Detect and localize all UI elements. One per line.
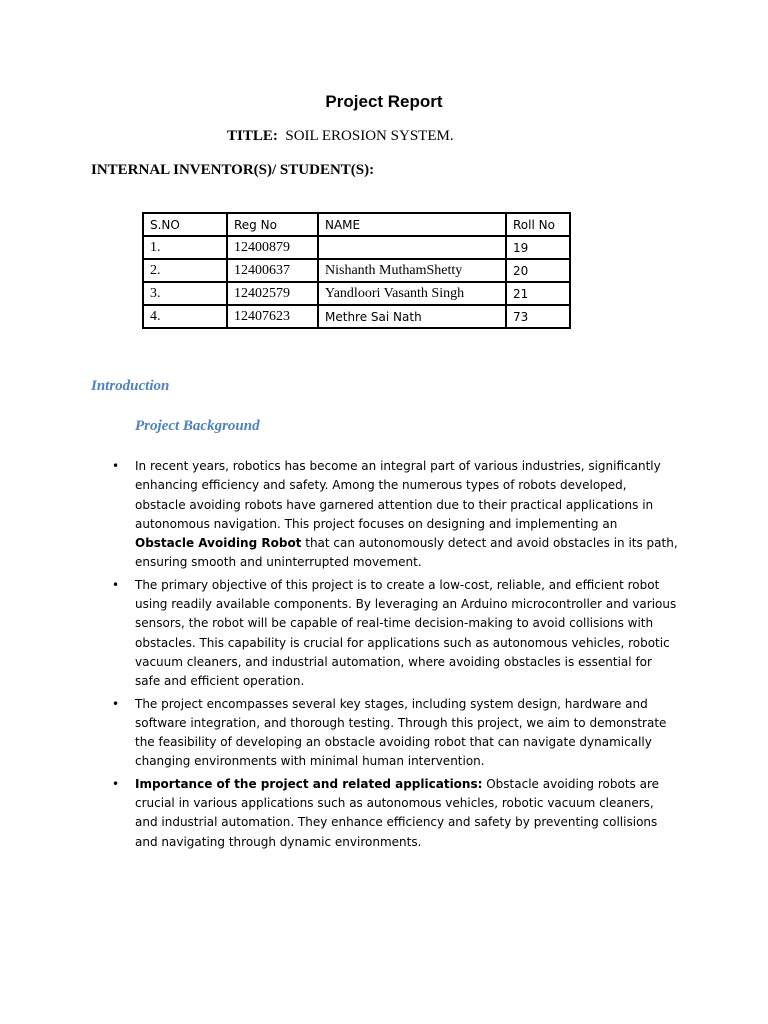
list-item xyxy=(106,576,678,692)
cell-reg-no: 12400879 xyxy=(227,236,318,259)
header-reg-no: Reg No xyxy=(227,213,318,236)
background-bullet-list xyxy=(106,457,678,855)
title-label: TITLE: xyxy=(227,128,278,144)
cell-name xyxy=(318,236,506,259)
header-roll-no: Roll No xyxy=(506,213,570,236)
inventors-heading: INTERNAL INVENTOR(S)/ STUDENT(S): xyxy=(91,162,375,178)
cell-reg-no: 12407623 xyxy=(227,305,318,328)
bullet-text: The primary objective of this project is to create a low-cost, reliable, and efficient robot using readily available components. By leveraging an Arduino microcontroller and various sensors, the robot will be capable of real-time decision-making to avoid collisions with obstacles. This capability is crucial for applications such as autonomous vehicles, robotic vacuum cleaners, and industrial automation, where avoiding obstacles is essential for safe and efficient operation. xyxy=(135,577,677,689)
cell-sno: 4. xyxy=(143,305,227,328)
cell-sno: 3. xyxy=(143,282,227,305)
header-name: NAME xyxy=(318,213,506,236)
bullet-text: In recent years, robotics has become an integral part of various industries, significantly enhancing efficiency and safety. Among the numerous types of robots developed, obstacle avoiding robots have garnered attention due to their practical applications in autonomous navigation. This project focuses on designing and implementing an xyxy=(135,459,661,531)
list-item xyxy=(106,695,678,772)
bullet-bold-text: Obstacle Avoiding Robot xyxy=(135,536,302,551)
document-title: Project Report xyxy=(325,92,443,111)
table-row xyxy=(143,236,570,259)
table-row xyxy=(143,259,570,282)
header-sno: S.NO xyxy=(143,213,227,236)
cell-name: Methre Sai Nath xyxy=(318,305,506,328)
bullet-bold-text: Importance of the project and related applications: xyxy=(135,776,483,791)
title-line xyxy=(227,128,454,145)
cell-sno: 1. xyxy=(143,236,227,259)
cell-roll-no: 19 xyxy=(506,236,570,259)
cell-roll-no: 20 xyxy=(506,259,570,282)
cell-name: Yandloori Vasanth Singh xyxy=(318,282,506,305)
bullet-dot: • xyxy=(112,459,120,473)
cell-reg-no: 12402579 xyxy=(227,282,318,305)
students-table xyxy=(142,212,571,329)
bullet-dot: • xyxy=(112,776,120,791)
table-row xyxy=(143,282,570,305)
project-background-heading: Project Background xyxy=(135,418,260,434)
introduction-heading: Introduction xyxy=(91,378,170,394)
list-item xyxy=(106,457,678,573)
table-row xyxy=(143,305,570,328)
title-value: SOIL EROSION SYSTEM. xyxy=(285,128,454,144)
cell-name: Nishanth MuthamShetty xyxy=(318,259,506,282)
bullet-dot: • xyxy=(112,577,120,592)
bullet-text: The project encompasses several key stages, including system design, hardware and software integration, and thorough testing. Through this project, we aim to demonstrate the feasibility of developing an obstacle avoiding robot that can navigate dynamically changing environments with minimal human intervention. xyxy=(135,696,667,769)
list-item xyxy=(106,775,678,852)
cell-sno: 2. xyxy=(143,259,227,282)
bullet-text: Obstacle avoiding robots are crucial in various applications such as autonomous vehicles, robotic vacuum cleaners, and industrial automation. They enhance efficiency and safety by preventing collisions and navigating through dynamic environments. xyxy=(135,776,660,849)
cell-roll-no: 21 xyxy=(506,282,570,305)
table-header-row xyxy=(143,213,570,236)
bullet-dot: • xyxy=(112,696,120,711)
cell-reg-no: 12400637 xyxy=(227,259,318,282)
bullet-text: that can autonomously detect and avoid obstacles in its path, ensuring smooth and uninterrupted movement. xyxy=(135,536,678,570)
cell-roll-no: 73 xyxy=(506,305,570,328)
